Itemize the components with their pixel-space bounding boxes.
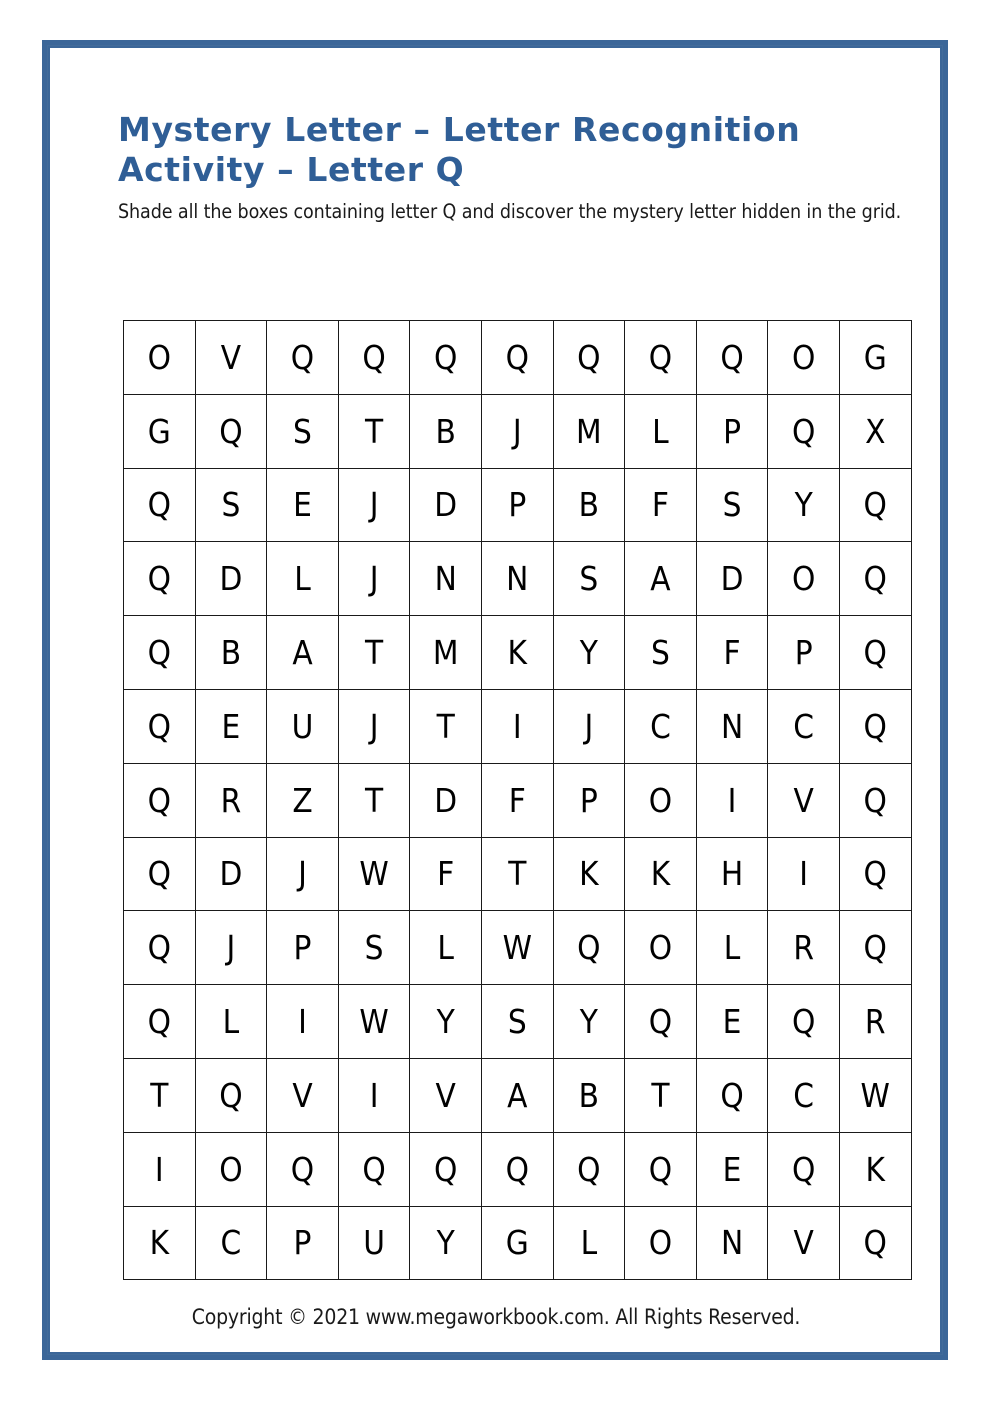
grid-cell[interactable]: B — [553, 1058, 625, 1132]
grid-cell[interactable]: W — [338, 837, 410, 911]
grid-cell[interactable]: P — [768, 616, 840, 690]
grid-cell[interactable]: Q — [839, 616, 911, 690]
grid-cell[interactable]: L — [696, 911, 768, 985]
grid-cell[interactable]: S — [338, 911, 410, 985]
grid-cell[interactable]: V — [410, 1058, 482, 1132]
grid-cell[interactable]: E — [267, 468, 339, 542]
grid-row — [124, 985, 912, 1059]
header-block — [118, 110, 908, 224]
grid-cell[interactable]: O — [124, 321, 196, 395]
grid-cell[interactable]: D — [195, 542, 267, 616]
grid-cell[interactable]: Q — [124, 468, 196, 542]
grid-cell[interactable]: J — [338, 542, 410, 616]
grid-cell[interactable]: Q — [768, 394, 840, 468]
grid-row — [124, 542, 912, 616]
grid-cell[interactable]: O — [195, 1132, 267, 1206]
grid-cell[interactable]: T — [338, 616, 410, 690]
grid-cell[interactable]: O — [768, 321, 840, 395]
grid-cell[interactable]: O — [625, 1206, 697, 1280]
grid-cell[interactable]: G — [124, 394, 196, 468]
grid-cell[interactable]: C — [195, 1206, 267, 1280]
grid-cell[interactable]: K — [481, 616, 553, 690]
grid-cell[interactable]: I — [267, 985, 339, 1059]
grid-cell[interactable]: J — [553, 689, 625, 763]
grid-cell[interactable]: U — [338, 1206, 410, 1280]
grid-cell[interactable]: V — [195, 321, 267, 395]
letter-grid-container — [123, 320, 900, 1267]
grid-cell[interactable]: J — [195, 911, 267, 985]
grid-cell[interactable]: R — [839, 985, 911, 1059]
grid-cell[interactable]: Q — [625, 1132, 697, 1206]
grid-row — [124, 1206, 912, 1280]
grid-cell[interactable]: T — [410, 689, 482, 763]
grid-cell[interactable]: T — [481, 837, 553, 911]
grid-cell[interactable]: C — [768, 689, 840, 763]
grid-cell[interactable]: T — [338, 394, 410, 468]
grid-cell[interactable]: Q — [267, 1132, 339, 1206]
grid-cell[interactable]: Q — [481, 1132, 553, 1206]
grid-cell[interactable]: W — [481, 911, 553, 985]
grid-cell[interactable]: S — [481, 985, 553, 1059]
grid-cell[interactable]: Q — [839, 763, 911, 837]
grid-cell[interactable]: W — [338, 985, 410, 1059]
grid-cell[interactable]: Q — [338, 1132, 410, 1206]
grid-cell[interactable]: Q — [338, 321, 410, 395]
grid-cell[interactable]: C — [768, 1058, 840, 1132]
grid-row — [124, 321, 912, 395]
grid-cell[interactable]: Q — [124, 763, 196, 837]
grid-cell[interactable]: Q — [553, 321, 625, 395]
grid-cell[interactable]: D — [410, 763, 482, 837]
grid-cell[interactable]: Q — [839, 1206, 911, 1280]
grid-cell[interactable]: I — [124, 1132, 196, 1206]
grid-cell[interactable]: G — [839, 321, 911, 395]
grid-cell[interactable]: Q — [839, 689, 911, 763]
grid-cell[interactable]: Y — [768, 468, 840, 542]
page-title: Mystery Letter – Letter Recognition Activity – Letter Q — [118, 110, 801, 190]
letter-grid — [123, 320, 912, 1280]
grid-cell[interactable]: V — [768, 1206, 840, 1280]
grid-cell[interactable]: K — [839, 1132, 911, 1206]
grid-cell[interactable]: L — [267, 542, 339, 616]
grid-cell[interactable]: L — [195, 985, 267, 1059]
grid-cell[interactable]: Y — [553, 616, 625, 690]
grid-cell[interactable]: K — [625, 837, 697, 911]
grid-cell[interactable]: Q — [768, 985, 840, 1059]
grid-cell[interactable]: T — [625, 1058, 697, 1132]
grid-cell[interactable]: Q — [553, 1132, 625, 1206]
grid-cell[interactable]: A — [625, 542, 697, 616]
grid-cell[interactable]: Q — [124, 911, 196, 985]
grid-cell[interactable]: Q — [839, 911, 911, 985]
grid-cell[interactable]: Q — [696, 321, 768, 395]
grid-cell[interactable]: X — [839, 394, 911, 468]
grid-cell[interactable]: V — [267, 1058, 339, 1132]
grid-cell[interactable]: E — [696, 985, 768, 1059]
grid-cell[interactable]: F — [625, 468, 697, 542]
grid-cell[interactable]: S — [625, 616, 697, 690]
grid-cell[interactable]: E — [696, 1132, 768, 1206]
grid-cell[interactable]: C — [625, 689, 697, 763]
grid-cell[interactable]: B — [410, 394, 482, 468]
grid-cell[interactable]: U — [267, 689, 339, 763]
grid-cell[interactable]: M — [410, 616, 482, 690]
grid-cell[interactable]: J — [481, 394, 553, 468]
grid-cell[interactable]: J — [338, 689, 410, 763]
grid-cell[interactable]: F — [481, 763, 553, 837]
copyright-footer: Copyright © 2021 www.megaworkbook.com. All Rights Reserved. — [191, 1305, 801, 1329]
grid-cell[interactable]: P — [481, 468, 553, 542]
grid-cell[interactable]: P — [553, 763, 625, 837]
grid-cell[interactable]: Q — [195, 394, 267, 468]
grid-cell[interactable]: Z — [267, 763, 339, 837]
grid-cell[interactable]: F — [410, 837, 482, 911]
grid-cell[interactable]: G — [481, 1206, 553, 1280]
grid-cell[interactable]: P — [696, 394, 768, 468]
grid-cell[interactable]: S — [267, 394, 339, 468]
grid-cell[interactable]: D — [410, 468, 482, 542]
grid-cell[interactable]: B — [195, 616, 267, 690]
grid-cell[interactable]: P — [267, 1206, 339, 1280]
grid-cell[interactable]: L — [553, 1206, 625, 1280]
grid-cell[interactable]: I — [481, 689, 553, 763]
grid-cell[interactable]: Q — [124, 985, 196, 1059]
grid-cell[interactable]: L — [410, 911, 482, 985]
grid-cell[interactable]: Q — [839, 468, 911, 542]
grid-cell[interactable]: T — [338, 763, 410, 837]
grid-cell[interactable]: K — [124, 1206, 196, 1280]
grid-cell[interactable]: Q — [839, 542, 911, 616]
grid-row — [124, 616, 912, 690]
grid-cell[interactable]: Q — [696, 1058, 768, 1132]
grid-cell[interactable]: D — [195, 837, 267, 911]
grid-cell[interactable]: O — [625, 911, 697, 985]
grid-cell[interactable]: Q — [410, 1132, 482, 1206]
grid-cell[interactable]: T — [124, 1058, 196, 1132]
grid-cell[interactable]: O — [625, 763, 697, 837]
grid-cell[interactable]: W — [839, 1058, 911, 1132]
grid-cell[interactable]: Q — [481, 321, 553, 395]
grid-cell[interactable]: N — [410, 542, 482, 616]
grid-row — [124, 394, 912, 468]
grid-cell[interactable]: S — [195, 468, 267, 542]
grid-cell[interactable]: Y — [553, 985, 625, 1059]
grid-cell[interactable]: Q — [768, 1132, 840, 1206]
grid-cell[interactable]: S — [553, 542, 625, 616]
grid-cell[interactable]: S — [696, 468, 768, 542]
grid-cell[interactable]: I — [338, 1058, 410, 1132]
grid-cell[interactable]: Q — [410, 321, 482, 395]
grid-cell[interactable]: P — [267, 911, 339, 985]
grid-row — [124, 1058, 912, 1132]
grid-cell[interactable]: R — [768, 911, 840, 985]
grid-cell[interactable]: Y — [410, 1206, 482, 1280]
grid-cell[interactable]: Q — [124, 616, 196, 690]
grid-cell[interactable]: N — [696, 1206, 768, 1280]
grid-cell[interactable]: E — [195, 689, 267, 763]
grid-cell[interactable]: R — [195, 763, 267, 837]
grid-cell[interactable]: Q — [625, 321, 697, 395]
grid-cell[interactable]: F — [696, 616, 768, 690]
grid-cell[interactable]: B — [553, 468, 625, 542]
grid-cell[interactable]: Q — [124, 837, 196, 911]
grid-cell[interactable]: Q — [124, 689, 196, 763]
grid-cell[interactable]: Q — [195, 1058, 267, 1132]
instructions-text: Shade all the boxes containing letter Q and discover the mystery letter hidden in the grid. — [118, 199, 902, 223]
grid-cell[interactable]: Q — [625, 985, 697, 1059]
grid-cell[interactable]: A — [481, 1058, 553, 1132]
grid-cell[interactable]: A — [267, 616, 339, 690]
grid-cell[interactable]: H — [696, 837, 768, 911]
grid-row — [124, 1132, 912, 1206]
grid-cell[interactable]: Q — [267, 321, 339, 395]
grid-cell[interactable]: Q — [553, 911, 625, 985]
grid-cell[interactable]: Y — [410, 985, 482, 1059]
grid-row — [124, 763, 912, 837]
grid-cell[interactable]: N — [481, 542, 553, 616]
grid-row — [124, 468, 912, 542]
grid-cell[interactable]: M — [553, 394, 625, 468]
grid-cell[interactable]: N — [696, 689, 768, 763]
grid-cell[interactable]: V — [768, 763, 840, 837]
grid-row — [124, 837, 912, 911]
grid-cell[interactable]: Q — [839, 837, 911, 911]
grid-cell[interactable]: K — [553, 837, 625, 911]
grid-cell[interactable]: D — [696, 542, 768, 616]
grid-row — [124, 689, 912, 763]
grid-cell[interactable]: J — [267, 837, 339, 911]
grid-cell[interactable]: I — [696, 763, 768, 837]
grid-row — [124, 911, 912, 985]
grid-cell[interactable]: L — [625, 394, 697, 468]
grid-cell[interactable]: O — [768, 542, 840, 616]
grid-cell[interactable]: J — [338, 468, 410, 542]
grid-cell[interactable]: Q — [124, 542, 196, 616]
grid-cell[interactable]: I — [768, 837, 840, 911]
